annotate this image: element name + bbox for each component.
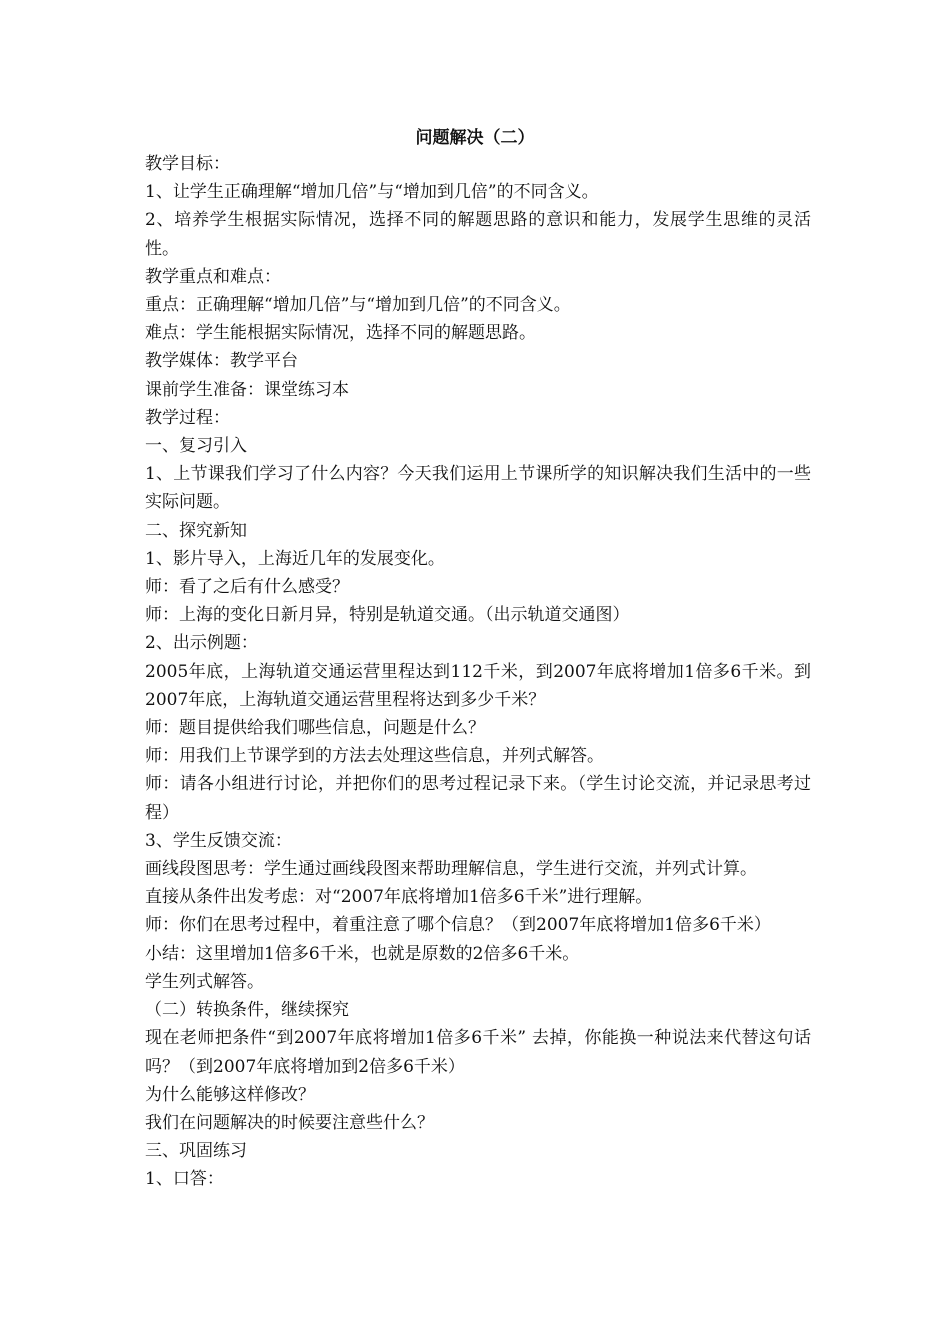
paragraph: 教学过程： bbox=[145, 407, 230, 428]
paragraph: 现在老师把条件“到2007年底将增加1倍多6千米” 去掉，你能换一种说法来代替这句话吗？（到2007年底将增加到2倍多6千米） bbox=[145, 1028, 811, 1077]
paragraph: 课前学生准备：课堂练习本 bbox=[145, 379, 349, 400]
paragraph: 重点：正确理解“增加几倍”与“增加到几倍”的不同含义。 bbox=[145, 295, 571, 316]
paragraph: 1、口答： bbox=[145, 1169, 224, 1190]
paragraph: 2、培养学生根据实际情况，选择不同的解题思路的意识和能力，发展学生思维的灵活性。 bbox=[145, 210, 811, 259]
paragraph: 为什么能够这样修改？ bbox=[145, 1084, 315, 1105]
paragraph: 教学目标： bbox=[145, 154, 230, 174]
paragraph: 直接从条件出发考虑：对“2007年底将增加1倍多6千米”进行理解。 bbox=[145, 887, 653, 908]
paragraph: 师：用我们上节课学到的方法去处理这些信息，并列式解答。 bbox=[145, 746, 604, 767]
paragraph: 师：你们在思考过程中，着重注意了哪个信息？（到2007年底将增加1倍多6千米） bbox=[145, 915, 771, 936]
paragraph: 师：上海的变化日新月异，特别是轨道交通。（出示轨道交通图） bbox=[145, 605, 630, 626]
paragraph: 1、让学生正确理解“增加几倍”与“增加到几倍”的不同含义。 bbox=[145, 182, 599, 203]
paragraph: （二）转换条件，继续探究 bbox=[145, 1000, 349, 1021]
paragraph: 学生列式解答。 bbox=[145, 971, 264, 992]
paragraph: 教学重点和难点： bbox=[145, 266, 281, 287]
paragraph: 二、探究新知 bbox=[145, 520, 247, 541]
paragraph: 师：请各小组进行讨论，并把你们的思考过程记录下来。（学生讨论交流，并记录思考过程） bbox=[145, 774, 811, 823]
paragraph: 2、出示例题： bbox=[145, 633, 258, 654]
paragraph: 1、影片导入，上海近几年的发展变化。 bbox=[145, 548, 445, 569]
paragraph: 师：题目提供给我们哪些信息，问题是什么？ bbox=[145, 718, 485, 739]
document-title: 问题解决（二） bbox=[415, 128, 535, 148]
paragraph: 2005年底，上海轨道交通运营里程达到112千米，到2007年底将增加1倍多6千米。到2007年底，上海轨道交通运营里程将达到多少千米？ bbox=[145, 661, 811, 710]
document-body bbox=[145, 150, 811, 1194]
paragraph: 教学媒体：教学平台 bbox=[145, 351, 298, 372]
paragraph: 我们在问题解决的时候要注意些什么？ bbox=[145, 1112, 434, 1133]
paragraph: 画线段图思考：学生通过画线段图来帮助理解信息，学生进行交流，并列式计算。 bbox=[145, 859, 757, 880]
paragraph: 小结：这里增加1倍多6千米，也就是原数的2倍多6千米。 bbox=[145, 943, 580, 964]
paragraph: 师：看了之后有什么感受？ bbox=[145, 577, 349, 598]
paragraph: 3、学生反馈交流： bbox=[145, 830, 292, 851]
paragraph: 难点：学生能根据实际情况，选择不同的解题思路。 bbox=[145, 323, 536, 344]
paragraph: 一、复习引入 bbox=[145, 436, 247, 457]
paragraph: 1、上节课我们学习了什么内容？今天我们运用上节课所学的知识解决我们生活中的一些实际问题。 bbox=[145, 464, 811, 513]
paragraph: 三、巩固练习 bbox=[145, 1141, 247, 1162]
